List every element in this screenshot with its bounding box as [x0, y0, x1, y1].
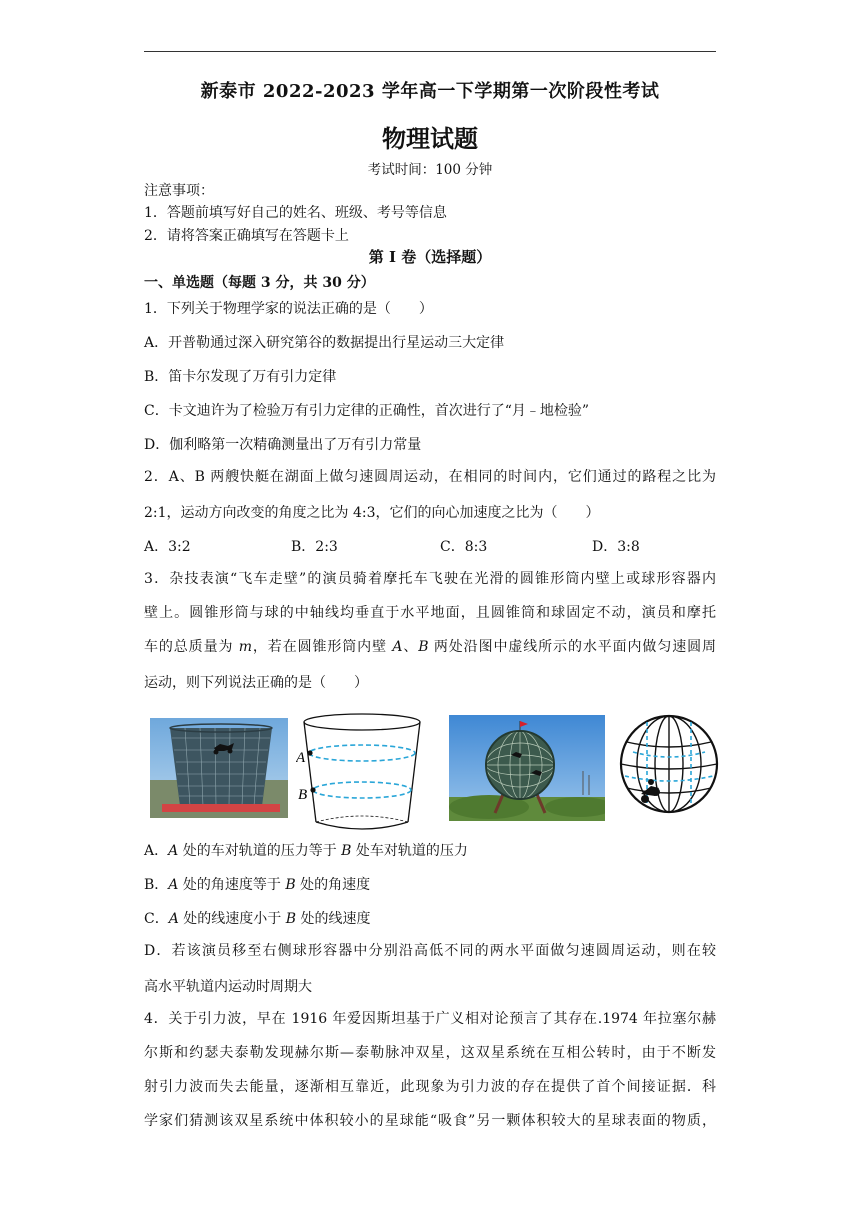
question-3-line1: 3．杂技表演“飞车走壁”的演员骑着摩托车飞驶在光滑的圆锥形筒内壁上或球形容器内 — [144, 571, 716, 587]
question-3-line2: 壁上。圆锥形筒与球的中轴线均垂直于水平地面，且圆锥筒和球固定不动，演员和摩托 — [144, 605, 716, 621]
question-1-option-a: A．开普勒通过深入研究第谷的数据提出行星运动三大定律 — [144, 335, 505, 351]
question-2-option-b: B．2:3 — [291, 539, 338, 555]
note-item: 2．请将答案正确填写在答题卡上 — [144, 228, 349, 244]
point-b — [310, 787, 315, 792]
question-4-line4: 学家们猜测该双星系统中体积较小的星球能“吸食”另一颗体积较大的星球表面的物质， — [144, 1113, 716, 1129]
notes-heading: 注意事项： — [144, 183, 214, 199]
orbit-b — [313, 782, 411, 798]
question-3-option-d-line1: D．若该演员移至右侧球形容器中分别沿高低不同的两水平面做匀速圆周运动，则在较 — [144, 943, 716, 959]
exam-time: 考试时间：100 分钟 — [367, 162, 493, 178]
cone-diagram — [296, 708, 426, 832]
question-2-option-d: D．3:8 — [592, 539, 640, 555]
question-3-line4: 运动，则下列说法正确的是（ ） — [144, 675, 368, 691]
cone-cage-photo — [150, 718, 288, 818]
globe-cage-photo — [449, 715, 605, 821]
exam-subtitle: 物理试题 — [382, 124, 478, 153]
point-a — [307, 750, 312, 755]
question-3-line3: 车的总质量为 m，若在圆锥形筒内壁 A、B 两处沿图中虚线所示的水平面内做匀速圆周 — [144, 639, 717, 655]
sphere-diagram — [617, 706, 721, 824]
top-rule — [144, 51, 716, 52]
question-3-option-c: C．A 处的线速度小于 B 处的线速度 — [144, 911, 371, 927]
question-4-line2: 尔斯和约瑟夫泰勒发现赫尔斯—泰勒脉冲双星，这双星系统在互相公转时，由于不断发 — [144, 1045, 716, 1061]
note-item: 1．答题前填写好自己的姓名、班级、考号等信息 — [144, 205, 447, 221]
question-1-stem: 1．下列关于物理学家的说法正确的是（ ） — [144, 301, 433, 317]
question-4-line3: 射引力波而失去能量，逐渐相互靠近，此现象为引力波的存在提供了首个间接证据．科 — [144, 1079, 716, 1095]
exam-title: 新泰市 2022-2023 学年高一下学期第一次阶段性考试 — [200, 81, 660, 102]
question-2-stem-line2: 2:1，运动方向改变的角度之比为 4:3，它们的向心加速度之比为（ ） — [144, 505, 600, 521]
question-3-option-b: B．A 处的角速度等于 B 处的角速度 — [144, 877, 371, 893]
question-1-option-d: D．伽利略第一次精确测量出了万有引力常量 — [144, 437, 422, 453]
part-heading: 一、单选题（每题 3 分，共 30 分） — [144, 275, 375, 291]
question-3-option-a: A．A 处的车对轨道的压力等于 B 处车对轨道的压力 — [144, 843, 468, 859]
question-4-line1: 4．关于引力波，早在 1916 年爱因斯坦基于广义相对论预言了其存在.1974 年拉塞尔赫 — [144, 1011, 716, 1027]
label-a: A — [296, 750, 306, 766]
question-2-option-a: A．3:2 — [144, 539, 191, 555]
question-1-option-c: C．卡文迪许为了检验万有引力定律的正确性，首次进行了“月﹣地检验” — [144, 403, 590, 419]
section-title: 第 I 卷（选择题） — [368, 248, 492, 266]
question-3-option-d-line2: 高水平轨道内运动时周期大 — [144, 979, 312, 995]
orbit-a — [309, 745, 415, 761]
question-2-stem-line1: 2．A、B 两艘快艇在湖面上做匀速圆周运动，在相同的时间内，它们通过的路程之比为 — [144, 469, 716, 485]
question-1-option-b: B．笛卡尔发现了万有引力定律 — [144, 369, 337, 385]
question-2-option-c: C．8:3 — [440, 539, 488, 555]
label-b: B — [298, 787, 308, 803]
